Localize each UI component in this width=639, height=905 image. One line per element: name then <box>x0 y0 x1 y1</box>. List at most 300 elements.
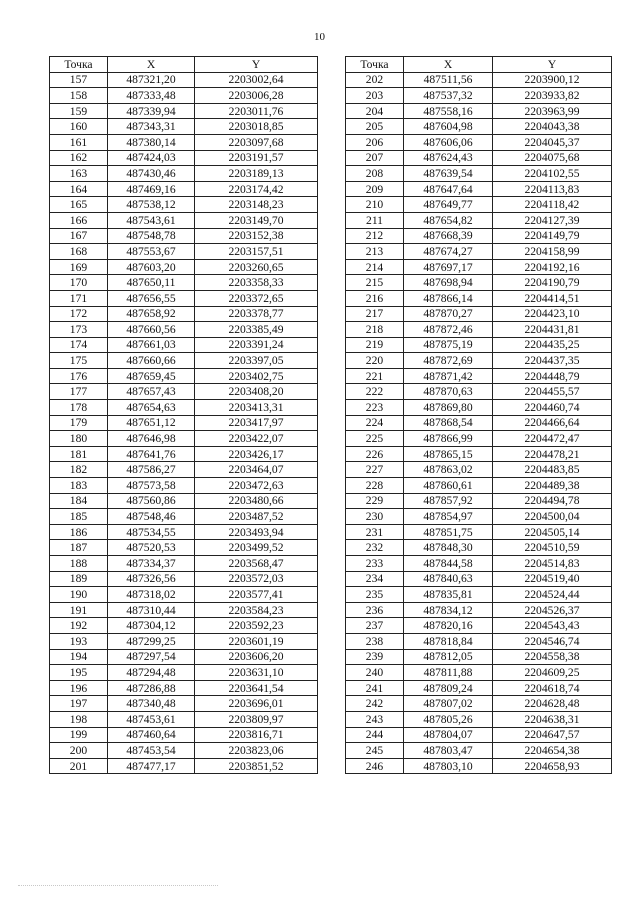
x-cell: 487654,63 <box>108 400 195 416</box>
y-cell: 2203464,07 <box>195 462 318 478</box>
table-row <box>346 400 612 416</box>
table-body-left <box>50 72 318 774</box>
table-header-row <box>50 57 318 73</box>
point-cell: 177 <box>50 384 108 400</box>
x-cell: 487661,03 <box>108 337 195 353</box>
table-row <box>346 649 612 665</box>
x-cell: 487558,16 <box>404 103 493 119</box>
point-cell: 222 <box>346 384 404 400</box>
x-cell: 487548,46 <box>108 509 195 525</box>
point-cell: 217 <box>346 306 404 322</box>
table-row <box>346 478 612 494</box>
table-row <box>346 119 612 135</box>
table-row <box>346 275 612 291</box>
table-row <box>346 665 612 681</box>
point-cell: 223 <box>346 400 404 416</box>
x-cell: 487654,82 <box>404 212 493 228</box>
y-cell: 2204472,47 <box>493 431 612 447</box>
table-row <box>50 322 318 338</box>
x-cell: 487380,14 <box>108 134 195 150</box>
x-cell: 487649,77 <box>404 197 493 213</box>
table-row <box>346 446 612 462</box>
x-cell: 487811,88 <box>404 665 493 681</box>
table-body-right <box>346 72 612 774</box>
table-row <box>346 509 612 525</box>
point-cell: 242 <box>346 696 404 712</box>
y-cell: 2203933,82 <box>493 88 612 104</box>
x-cell: 487424,03 <box>108 150 195 166</box>
y-cell: 2203592,23 <box>195 618 318 634</box>
x-cell: 487854,97 <box>404 509 493 525</box>
point-cell: 246 <box>346 758 404 774</box>
y-cell: 2204654,38 <box>493 743 612 759</box>
x-cell: 487857,92 <box>404 493 493 509</box>
x-cell: 487820,16 <box>404 618 493 634</box>
point-cell: 176 <box>50 368 108 384</box>
table-row <box>50 384 318 400</box>
table-row <box>50 228 318 244</box>
point-cell: 220 <box>346 353 404 369</box>
point-cell: 198 <box>50 711 108 727</box>
point-cell: 191 <box>50 602 108 618</box>
x-cell: 487698,94 <box>404 275 493 291</box>
point-cell: 157 <box>50 72 108 88</box>
y-cell: 2203152,38 <box>195 228 318 244</box>
y-cell: 2203493,94 <box>195 524 318 540</box>
table-row <box>50 368 318 384</box>
y-cell: 2204494,78 <box>493 493 612 509</box>
point-cell: 219 <box>346 337 404 353</box>
table-row <box>346 337 612 353</box>
x-cell: 487537,32 <box>404 88 493 104</box>
x-cell: 487865,15 <box>404 446 493 462</box>
x-cell: 487318,02 <box>108 587 195 603</box>
x-cell: 487603,20 <box>108 259 195 275</box>
x-cell: 487321,20 <box>108 72 195 88</box>
x-cell: 487803,47 <box>404 743 493 759</box>
table-row <box>50 88 318 104</box>
table-row <box>346 103 612 119</box>
table-row <box>346 462 612 478</box>
x-cell: 487657,43 <box>108 384 195 400</box>
y-cell: 2203011,76 <box>195 103 318 119</box>
point-cell: 187 <box>50 540 108 556</box>
y-cell: 2204448,79 <box>493 368 612 384</box>
table-row <box>346 322 612 338</box>
table-row <box>346 353 612 369</box>
table-row <box>50 462 318 478</box>
table-row <box>50 587 318 603</box>
table-row <box>346 711 612 727</box>
point-cell: 229 <box>346 493 404 509</box>
point-cell: 230 <box>346 509 404 525</box>
point-cell: 243 <box>346 711 404 727</box>
point-cell: 173 <box>50 322 108 338</box>
header-x: X <box>108 57 195 73</box>
x-cell: 487803,10 <box>404 758 493 774</box>
y-cell: 2203174,42 <box>195 181 318 197</box>
y-cell: 2204158,99 <box>493 244 612 260</box>
table-row <box>346 181 612 197</box>
table-row <box>50 493 318 509</box>
x-cell: 487560,86 <box>108 493 195 509</box>
point-cell: 213 <box>346 244 404 260</box>
y-cell: 2203900,12 <box>493 72 612 88</box>
x-cell: 487866,14 <box>404 290 493 306</box>
x-cell: 487668,39 <box>404 228 493 244</box>
y-cell: 2203189,13 <box>195 166 318 182</box>
table-row <box>346 431 612 447</box>
table-row <box>346 72 612 88</box>
x-cell: 487658,92 <box>108 306 195 322</box>
point-cell: 224 <box>346 415 404 431</box>
point-cell: 169 <box>50 259 108 275</box>
x-cell: 487656,55 <box>108 290 195 306</box>
point-cell: 231 <box>346 524 404 540</box>
table-row <box>50 540 318 556</box>
x-cell: 487534,55 <box>108 524 195 540</box>
point-cell: 232 <box>346 540 404 556</box>
point-cell: 216 <box>346 290 404 306</box>
y-cell: 2204524,44 <box>493 587 612 603</box>
point-cell: 221 <box>346 368 404 384</box>
table-row <box>50 275 318 291</box>
point-cell: 174 <box>50 337 108 353</box>
header-point: Точка <box>50 57 108 73</box>
table-row <box>346 602 612 618</box>
point-cell: 180 <box>50 431 108 447</box>
point-cell: 164 <box>50 181 108 197</box>
table-row <box>50 150 318 166</box>
table-row <box>50 633 318 649</box>
x-cell: 487343,31 <box>108 119 195 135</box>
point-cell: 197 <box>50 696 108 712</box>
y-cell: 2203157,51 <box>195 244 318 260</box>
table-row <box>346 680 612 696</box>
x-cell: 487606,06 <box>404 134 493 150</box>
x-cell: 487430,46 <box>108 166 195 182</box>
y-cell: 2204478,21 <box>493 446 612 462</box>
x-cell: 487334,37 <box>108 556 195 572</box>
point-cell: 225 <box>346 431 404 447</box>
y-cell: 2203372,65 <box>195 290 318 306</box>
table-row <box>50 72 318 88</box>
y-cell: 2203402,75 <box>195 368 318 384</box>
point-cell: 234 <box>346 571 404 587</box>
x-cell: 487453,61 <box>108 711 195 727</box>
table-row <box>346 384 612 400</box>
y-cell: 2204423,10 <box>493 306 612 322</box>
x-cell: 487339,94 <box>108 103 195 119</box>
table-row <box>50 478 318 494</box>
point-cell: 203 <box>346 88 404 104</box>
table-row <box>50 556 318 572</box>
table-row <box>346 540 612 556</box>
x-cell: 487297,54 <box>108 649 195 665</box>
point-cell: 184 <box>50 493 108 509</box>
table-row <box>346 290 612 306</box>
table-row <box>50 665 318 681</box>
y-cell: 2204127,39 <box>493 212 612 228</box>
y-cell: 2204431,81 <box>493 322 612 338</box>
point-cell: 168 <box>50 244 108 260</box>
point-cell: 193 <box>50 633 108 649</box>
y-cell: 2204102,55 <box>493 166 612 182</box>
y-cell: 2203584,23 <box>195 602 318 618</box>
y-cell: 2204460,74 <box>493 400 612 416</box>
point-cell: 190 <box>50 587 108 603</box>
point-cell: 211 <box>346 212 404 228</box>
point-cell: 182 <box>50 462 108 478</box>
table-row <box>346 696 612 712</box>
table-row <box>50 259 318 275</box>
table-row <box>50 743 318 759</box>
point-cell: 167 <box>50 228 108 244</box>
point-cell: 236 <box>346 602 404 618</box>
x-cell: 487851,75 <box>404 524 493 540</box>
x-cell: 487848,30 <box>404 540 493 556</box>
x-cell: 487840,63 <box>404 571 493 587</box>
y-cell: 2203148,23 <box>195 197 318 213</box>
y-cell: 2204628,48 <box>493 696 612 712</box>
table-row <box>50 727 318 743</box>
table-row <box>50 134 318 150</box>
x-cell: 487863,02 <box>404 462 493 478</box>
x-cell: 487647,64 <box>404 181 493 197</box>
x-cell: 487624,43 <box>404 150 493 166</box>
table-row <box>50 649 318 665</box>
point-cell: 233 <box>346 556 404 572</box>
table-row <box>50 306 318 322</box>
y-cell: 2203149,70 <box>195 212 318 228</box>
y-cell: 2204558,38 <box>493 649 612 665</box>
table-row <box>50 602 318 618</box>
point-cell: 183 <box>50 478 108 494</box>
y-cell: 2203417,97 <box>195 415 318 431</box>
y-cell: 2204043,38 <box>493 119 612 135</box>
x-cell: 487869,80 <box>404 400 493 416</box>
x-cell: 487834,12 <box>404 602 493 618</box>
point-cell: 172 <box>50 306 108 322</box>
x-cell: 487651,12 <box>108 415 195 431</box>
table-row <box>50 244 318 260</box>
y-cell: 2203397,05 <box>195 353 318 369</box>
table-row <box>346 556 612 572</box>
table-row <box>50 181 318 197</box>
scan-artifact-line <box>18 885 218 886</box>
x-cell: 487872,46 <box>404 322 493 338</box>
page-number: 10 <box>314 31 325 43</box>
x-cell: 487871,42 <box>404 368 493 384</box>
point-cell: 235 <box>346 587 404 603</box>
table-row <box>50 680 318 696</box>
x-cell: 487659,45 <box>108 368 195 384</box>
x-cell: 487586,27 <box>108 462 195 478</box>
point-cell: 240 <box>346 665 404 681</box>
point-cell: 158 <box>50 88 108 104</box>
table-row <box>50 353 318 369</box>
point-cell: 161 <box>50 134 108 150</box>
y-cell: 2203641,54 <box>195 680 318 696</box>
table-row <box>346 197 612 213</box>
point-cell: 186 <box>50 524 108 540</box>
x-cell: 487646,98 <box>108 431 195 447</box>
y-cell: 2204609,25 <box>493 665 612 681</box>
y-cell: 2204045,37 <box>493 134 612 150</box>
x-cell: 487870,27 <box>404 306 493 322</box>
x-cell: 487460,64 <box>108 727 195 743</box>
table-row <box>50 212 318 228</box>
point-cell: 204 <box>346 103 404 119</box>
point-cell: 209 <box>346 181 404 197</box>
y-cell: 2203378,77 <box>195 306 318 322</box>
table-row <box>346 134 612 150</box>
x-cell: 487650,11 <box>108 275 195 291</box>
y-cell: 2203391,24 <box>195 337 318 353</box>
y-cell: 2203499,52 <box>195 540 318 556</box>
y-cell: 2203006,28 <box>195 88 318 104</box>
header-point: Точка <box>346 57 404 73</box>
y-cell: 2204455,57 <box>493 384 612 400</box>
coordinates-table-right <box>345 56 612 774</box>
table-row <box>50 509 318 525</box>
y-cell: 2204489,38 <box>493 478 612 494</box>
point-cell: 207 <box>346 150 404 166</box>
point-cell: 199 <box>50 727 108 743</box>
point-cell: 189 <box>50 571 108 587</box>
table-row <box>346 212 612 228</box>
table-row <box>346 259 612 275</box>
table-row <box>346 88 612 104</box>
point-cell: 178 <box>50 400 108 416</box>
point-cell: 214 <box>346 259 404 275</box>
y-cell: 2204466,64 <box>493 415 612 431</box>
table-row <box>50 197 318 213</box>
x-cell: 487860,61 <box>404 478 493 494</box>
table-row <box>346 743 612 759</box>
point-cell: 201 <box>50 758 108 774</box>
header-y: Y <box>493 57 612 73</box>
x-cell: 487453,54 <box>108 743 195 759</box>
y-cell: 2203480,66 <box>195 493 318 509</box>
y-cell: 2203601,19 <box>195 633 318 649</box>
x-cell: 487818,84 <box>404 633 493 649</box>
table-row <box>50 431 318 447</box>
point-cell: 194 <box>50 649 108 665</box>
y-cell: 2203572,03 <box>195 571 318 587</box>
point-cell: 241 <box>346 680 404 696</box>
y-cell: 2204658,93 <box>493 758 612 774</box>
x-cell: 487870,63 <box>404 384 493 400</box>
y-cell: 2203816,71 <box>195 727 318 743</box>
point-cell: 215 <box>346 275 404 291</box>
point-cell: 205 <box>346 119 404 135</box>
y-cell: 2204618,74 <box>493 680 612 696</box>
x-cell: 487310,44 <box>108 602 195 618</box>
table-row <box>50 524 318 540</box>
x-cell: 487812,05 <box>404 649 493 665</box>
y-cell: 2204192,16 <box>493 259 612 275</box>
y-cell: 2203487,52 <box>195 509 318 525</box>
table-row <box>346 493 612 509</box>
x-cell: 487875,19 <box>404 337 493 353</box>
y-cell: 2203606,20 <box>195 649 318 665</box>
y-cell: 2204190,79 <box>493 275 612 291</box>
table-row <box>346 150 612 166</box>
y-cell: 2203358,33 <box>195 275 318 291</box>
point-cell: 202 <box>346 72 404 88</box>
y-cell: 2203413,31 <box>195 400 318 416</box>
y-cell: 2204519,40 <box>493 571 612 587</box>
point-cell: 166 <box>50 212 108 228</box>
y-cell: 2204437,35 <box>493 353 612 369</box>
x-cell: 487299,25 <box>108 633 195 649</box>
x-cell: 487553,67 <box>108 244 195 260</box>
y-cell: 2204638,31 <box>493 711 612 727</box>
y-cell: 2203809,97 <box>195 711 318 727</box>
y-cell: 2203385,49 <box>195 322 318 338</box>
x-cell: 487804,07 <box>404 727 493 743</box>
x-cell: 487835,81 <box>404 587 493 603</box>
x-cell: 487543,61 <box>108 212 195 228</box>
y-cell: 2204149,79 <box>493 228 612 244</box>
table-row <box>346 306 612 322</box>
y-cell: 2204510,59 <box>493 540 612 556</box>
point-cell: 227 <box>346 462 404 478</box>
point-cell: 244 <box>346 727 404 743</box>
point-cell: 218 <box>346 322 404 338</box>
y-cell: 2203408,20 <box>195 384 318 400</box>
point-cell: 238 <box>346 633 404 649</box>
point-cell: 188 <box>50 556 108 572</box>
x-cell: 487807,02 <box>404 696 493 712</box>
x-cell: 487674,27 <box>404 244 493 260</box>
point-cell: 159 <box>50 103 108 119</box>
x-cell: 487866,99 <box>404 431 493 447</box>
point-cell: 226 <box>346 446 404 462</box>
table-row <box>50 618 318 634</box>
y-cell: 2204514,83 <box>493 556 612 572</box>
point-cell: 162 <box>50 150 108 166</box>
y-cell: 2204543,43 <box>493 618 612 634</box>
x-cell: 487520,53 <box>108 540 195 556</box>
point-cell: 206 <box>346 134 404 150</box>
point-cell: 165 <box>50 197 108 213</box>
y-cell: 2204435,25 <box>493 337 612 353</box>
point-cell: 200 <box>50 743 108 759</box>
point-cell: 170 <box>50 275 108 291</box>
table-row <box>50 337 318 353</box>
table-row <box>346 571 612 587</box>
y-cell: 2203851,52 <box>195 758 318 774</box>
x-cell: 487809,24 <box>404 680 493 696</box>
point-cell: 228 <box>346 478 404 494</box>
table-row <box>346 727 612 743</box>
y-cell: 2203823,06 <box>195 743 318 759</box>
table-row <box>346 166 612 182</box>
y-cell: 2204546,74 <box>493 633 612 649</box>
table-row <box>346 587 612 603</box>
point-cell: 195 <box>50 665 108 681</box>
y-cell: 2204500,04 <box>493 509 612 525</box>
point-cell: 192 <box>50 618 108 634</box>
y-cell: 2203963,99 <box>493 103 612 119</box>
x-cell: 487868,54 <box>404 415 493 431</box>
y-cell: 2204647,57 <box>493 727 612 743</box>
point-cell: 212 <box>346 228 404 244</box>
y-cell: 2204483,85 <box>493 462 612 478</box>
table-row <box>346 524 612 540</box>
